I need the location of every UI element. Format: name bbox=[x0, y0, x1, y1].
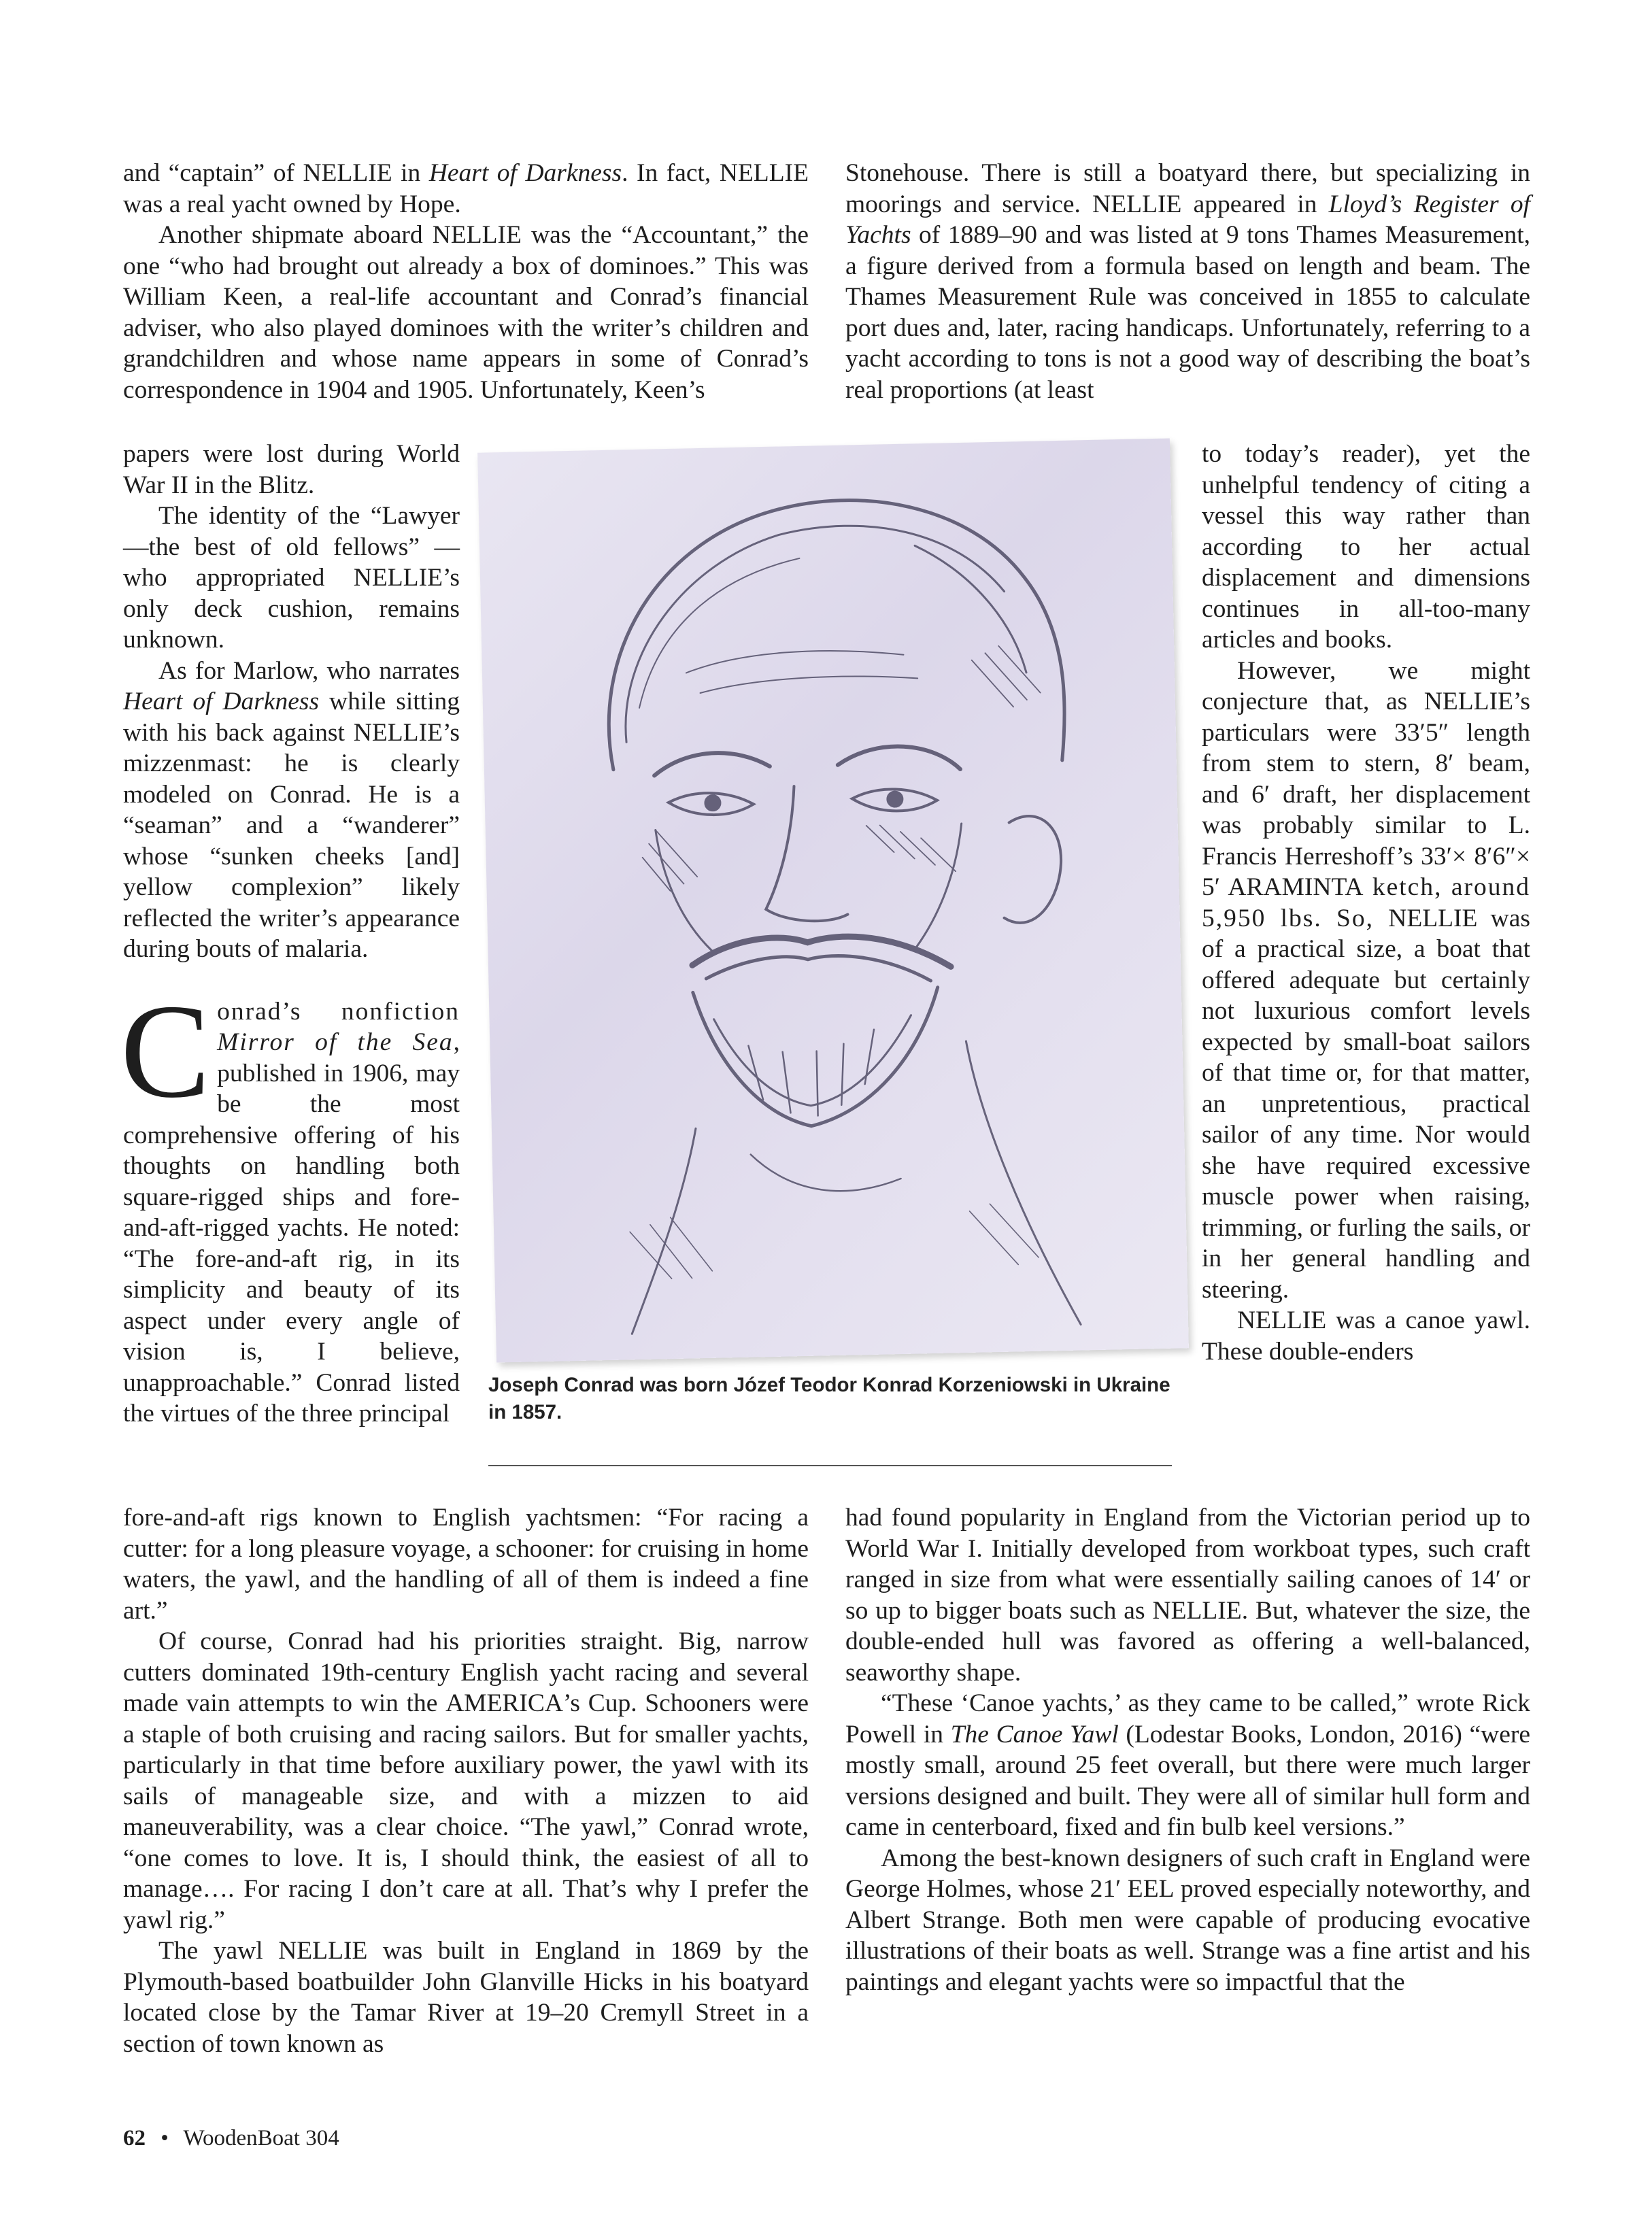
paragraph: “These ‘Canoe yachts,’ as they came to be called,” wrote Rick Powell in The Canoe Yawl (Lodestar Books, London, 2016) “were mostly small, around 25 feet overall, but there were much larger versions designed and built. They were all of similar hull form and came in centerboard, fixed and fin bulb keel versions.” bbox=[845, 1689, 1530, 1841]
paragraph: The identity of the “Lawyer—the best of old fellows” —who appropriated NELLIE’s only deck cushion, remains unknown. bbox=[123, 502, 460, 654]
paragraph: had found popularity in England from the Victorian period up to World War I. Initially developed from workboat types, such craft ranged in size from what were essentially sailing canoes of 14′ or so up to bigger boats such as NELLIE. But, whatever the size, the double-ended hull was favored as offering a well-balanced, seaworthy shape. bbox=[845, 1504, 1531, 1687]
portrait-drawing bbox=[477, 438, 1189, 1362]
paragraph: to today’s reader), yet the unhelpful tendency of citing a vessel this way rather than according to her actual displacement and dimensions continues in all-too-many articles and books. bbox=[1202, 440, 1530, 654]
right-column-narrow bbox=[1202, 439, 1530, 1367]
paragraph: Of course, Conrad had his priorities straight. Big, narrow cutters dominated 19th-century English yacht racing and several made vain attempts to win the AMERICA’s Cup. Schooners were a staple of both cruising and racing sailors. But for smaller yachts, particularly in that time before auxiliary power, the yawl with its sails of manageable size, and with a mizzen to aid maneuverability, was a clear choice. “The yawl,” Conrad wrote, “one comes to love. It is, I should think, the easiest of all to manage…. For racing I don’t care at all. That’s why I prefer the yawl rig.” bbox=[123, 1627, 809, 1934]
paragraph: As for Marlow, who narrates Heart of Darkness while sitting with his back against NELLIE’s mizzenmast: he is clearly modeled on Conrad. He is a “seaman” and a “wanderer” whose “sunken cheeks [and] yellow complexion” likely reflected the writer’s appearance during bouts of malaria. bbox=[123, 656, 460, 963]
conrad-portrait-sketch bbox=[477, 438, 1189, 1362]
image-caption: Joseph Conrad was born Józef Teodor Konrad Korzeniowski in Ukraine in 1857. bbox=[488, 1374, 1170, 1423]
paragraph: papers were lost during World War II in the Blitz. bbox=[123, 440, 460, 499]
paragraph: fore-and-aft rigs known to English yachtsmen: “For racing a cutter: for a long pleasure voyage, a schooner: for cruising in home waters, the yawl, and the handling of all of them is indeed a fine art.” bbox=[123, 1504, 809, 1625]
publication-name: WoodenBoat 304 bbox=[183, 2126, 339, 2150]
footer-bullet: • bbox=[161, 2126, 169, 2150]
caption-divider bbox=[488, 1465, 1172, 1466]
right-column-bottom bbox=[845, 1502, 1530, 1997]
paragraph: Stonehouse. There is still a boatyard there, but specializing in moorings and service. NELLIE appeared in Lloyd’s Register of Yachts of 1889–90 and was listed at 9 tons Thames Measurement, a figure derived from a formula based on length and beam. The Thames Measurement Rule was conceived in 1855 to calculate port dues and, later, racing handicaps. Unfortunately, referring to a yacht according to tons is not a good way of describing the boat’s real proportions (at least bbox=[845, 159, 1530, 404]
paragraph: The yawl NELLIE was built in England in 1869 by the Plymouth-based boatbuilder John Glanville Hicks in his boatyard located close by the Tamar River at 19–20 Cremyll Street in a section of town known as bbox=[123, 1937, 809, 2058]
left-column-bottom bbox=[123, 1502, 809, 2059]
paragraph: However, we might conjecture that, as NELLIE’s particulars were 33′5″ length from stem to stern, 8′ beam, and 6′ draft, her displacement was probably similar to L. Francis Herreshoff’s 33′× 8′6″× 5′ ARAMINTA ketch, around 5,950 lbs. So, NELLIE was of a practical size, a boat that offered adequate but certainly not luxurious comfort levels expected by small-boat sailors of that time or, for that matter, an unpretentious, practical sailor of any time. Nor would she have required excessive muscle power when raising, trimming, or furling the sails, or in her general handling and steering. bbox=[1202, 656, 1531, 1304]
left-column-narrow bbox=[120, 439, 460, 1430]
paragraph: Among the best-known designers of such craft in England were George Holmes, whose 21′ EEL proved especially noteworthy, and Albert Strange. Both men were capable of producing evocative illustrations of their boats as well. Strange was a fine artist and his paintings and elegant yachts were so impactful that the bbox=[845, 1844, 1530, 1996]
paragraph: NELLIE was a canoe yawl. These double-enders bbox=[1202, 1306, 1530, 1366]
page-footer bbox=[123, 2126, 339, 2151]
drop-cap: C bbox=[120, 976, 211, 1126]
right-column-top bbox=[845, 158, 1530, 405]
paragraph: Another shipmate aboard NELLIE was the “Accountant,” the one “who had brought out already a box of dominoes.” This was William Keen, a real-life accountant and Conrad’s financial adviser, who also played dominoes with the writer’s children and grandchildren and whose name appears in some of Conrad’s correspondence in 1904 and 1905. Unfortunately, Keen’s bbox=[123, 221, 809, 404]
left-column-top bbox=[123, 158, 809, 405]
paragraph-dropcap: Conrad’s nonfiction Mirror of the Sea, published in 1906, may be the most comprehensive offering of his thoughts on handling both square-rigged ships and fore-and-aft-rigged yachts. He noted: “The fore-and-aft rig, in its simplicity and beauty of its aspect under every angle of vision is, I believe, unapproachable.” Conrad listed the virtues of the three principal bbox=[120, 976, 460, 1428]
paragraph: and “captain” of NELLIE in Heart of Darkness. In fact, NELLIE was a real yacht owned by Hope. bbox=[123, 159, 809, 218]
page-number: 62 bbox=[123, 2126, 146, 2150]
